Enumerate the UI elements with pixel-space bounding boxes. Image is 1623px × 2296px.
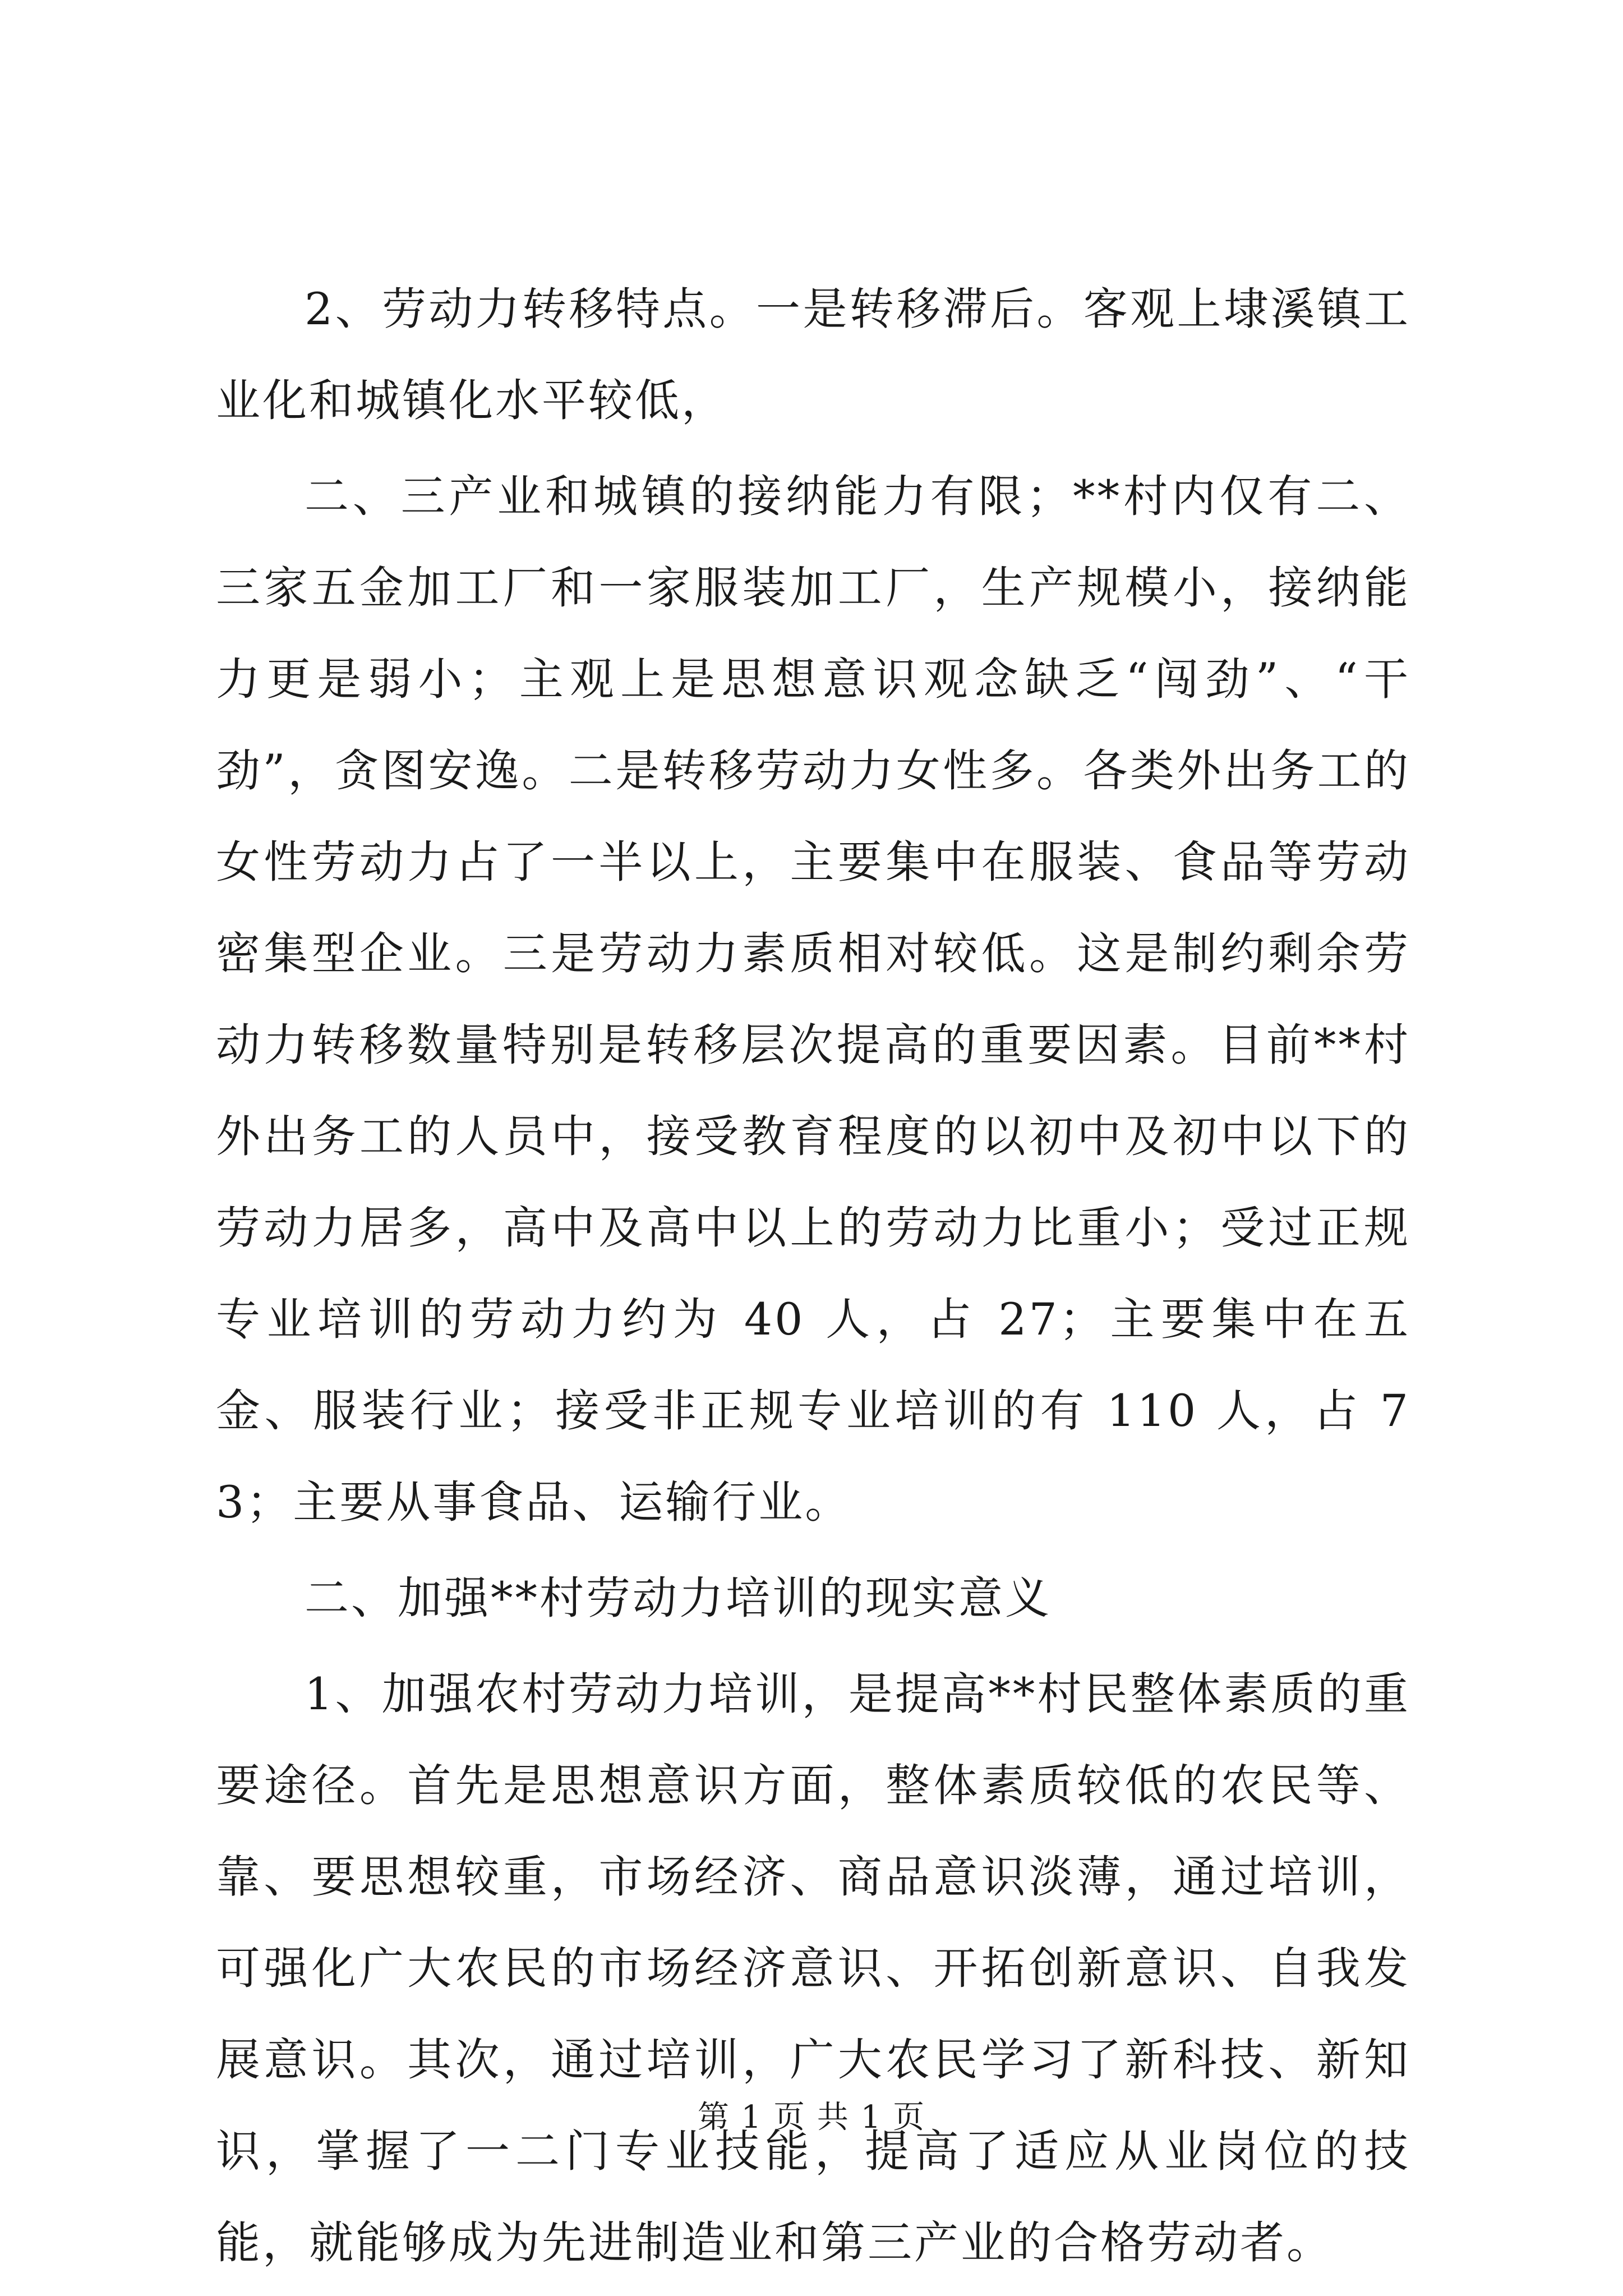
section-heading-training-significance: 二、加强**村劳动力培训的现实意义 (305, 1572, 1052, 1624)
document-body (216, 264, 1410, 2293)
paragraph-transfer-features: 2、劳动力转移特点。一是转移滞后。客观上埭溪镇工业化和城镇化水平较低， (216, 283, 1410, 426)
page-number-footer: 第 1 页 共 1 页 (697, 2099, 926, 2136)
paragraph-absorption-capacity: 二、三产业和城镇的接纳能力有限；**村内仅有二、三家五金加工厂和一家服装加工厂，生产规模小，接纳能力更是弱小；主观上是思想意识观念缺乏“闯劲”、“干劲”，贪图安逸。二是转移劳动力女性多。各类外出务工的女性劳动力占了一半以上，主要集中在服装、食品等劳动密集型企业。三是劳动力素质相对较低。这是制约剩余劳动力转移数量特别是转移层次提高的重要因素。目前**村外出务工的人员中，接受教育程度的以初中及初中以下的劳动力居多，高中及高中以上的劳动力比重小；受过正规专业培训的劳动力约为 40 人，占 27；主要集中在五金、服装行业；接受非正规专业培训的有 110 人，占 73；主要从事食品、运输行业。 (216, 471, 1410, 1528)
paragraph-quality-improvement: 1、加强农村劳动力培训，是提高**村民整体素质的重要途径。首先是思想意识方面，整体素质较低的农民等、靠、要思想较重，市场经济、商品意识淡薄，通过培训，可强化广大农民的市场经济意识、开拓创新意识、自我发展意识。其次，通过培训，广大农民学习了新科技、新知识，掌握了一二门专业技能，提高了适应从业岗位的技能，就能够成为先进制造业和第三产业的合格劳动者。 (216, 1668, 1410, 2269)
